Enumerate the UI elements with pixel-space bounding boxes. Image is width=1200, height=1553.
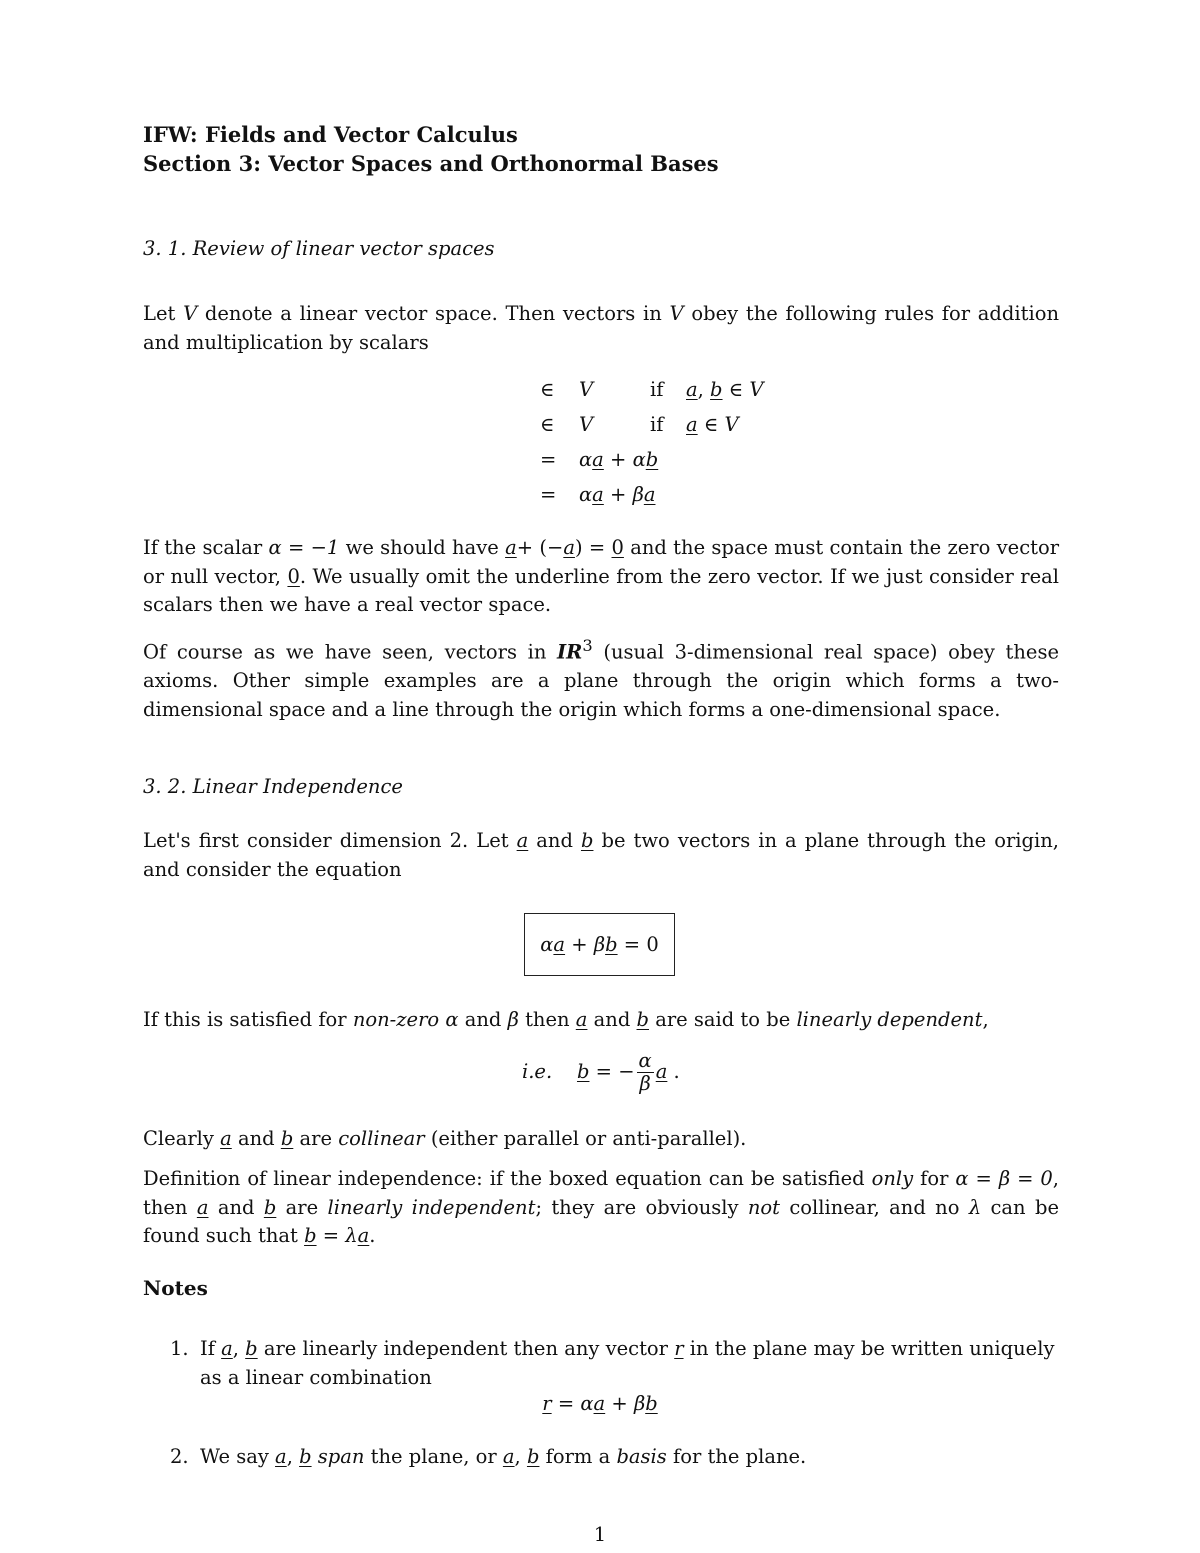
paragraph-collinear: Clearly a and b are collinear (either parallel or anti-parallel). xyxy=(143,1127,747,1150)
paragraph-examples: Of course as we have seen, vectors in $IR^3$ (usual 3-dimensional real space) obey these axioms. Other simple examples are a plane through the origin which forms a two-dimensional space and a line through the origin which forms a one-dimensional space. xyxy=(143,636,1059,721)
subsection-heading-3-2: 3. 2. Linear Independence xyxy=(143,775,403,798)
list-item: 2. We say a, b span the plane, or a, b form a basis for the plane. xyxy=(170,1445,807,1468)
paragraph-definition-independence: Definition of linear independence: if the boxed equation can be satisfied only for α = β = 0, then a and b are linearly independent; they are obviously not collinear, and no λ can be found such that b = λa. xyxy=(143,1167,1059,1247)
document-header xyxy=(143,120,719,178)
linear-combination-equation: r = αa + βb xyxy=(542,1392,658,1415)
subsection-heading-3-1: 3. 1. Review of linear vector spaces xyxy=(143,237,495,260)
course-title: IFW: Fields and Vector Calculus xyxy=(143,122,518,147)
list-item: 1. If a, b are linearly independent then any vector r in the plane may be written uniquely as a linear combination xyxy=(170,1337,1055,1389)
notes-heading: Notes xyxy=(143,1276,208,1300)
ie-equation: i.e. b = − $\frac{\alpha}{\beta}$ a . xyxy=(522,1049,680,1095)
paragraph-intro: Let V denote a linear vector space. Then vectors in V obey the following rules for addition and multiplication by scalars xyxy=(143,302,1060,354)
paragraph-linearly-dependent: If this is satisfied for non-zero α and β then a and b are said to be linearly dependent, xyxy=(143,1008,989,1031)
paragraph-dimension-2: Let's first consider dimension 2. Let a and b be two vectors in a plane through the origin, and consider the equation xyxy=(143,829,1059,881)
section-title: Section 3: Vector Spaces and Orthonormal Bases xyxy=(143,151,719,176)
paragraph-zero-vector: If the scalar α = −1 we should have a+ (−a) = 0 and the space must contain the zero vector or null vector, 0. We usually omit the underline from the zero vector. If we just consider real scalars then we have a real vector space. xyxy=(143,536,1060,616)
page-number: 1 xyxy=(593,1523,607,1546)
boxed-equation: αa + βb = 0 xyxy=(524,913,675,976)
